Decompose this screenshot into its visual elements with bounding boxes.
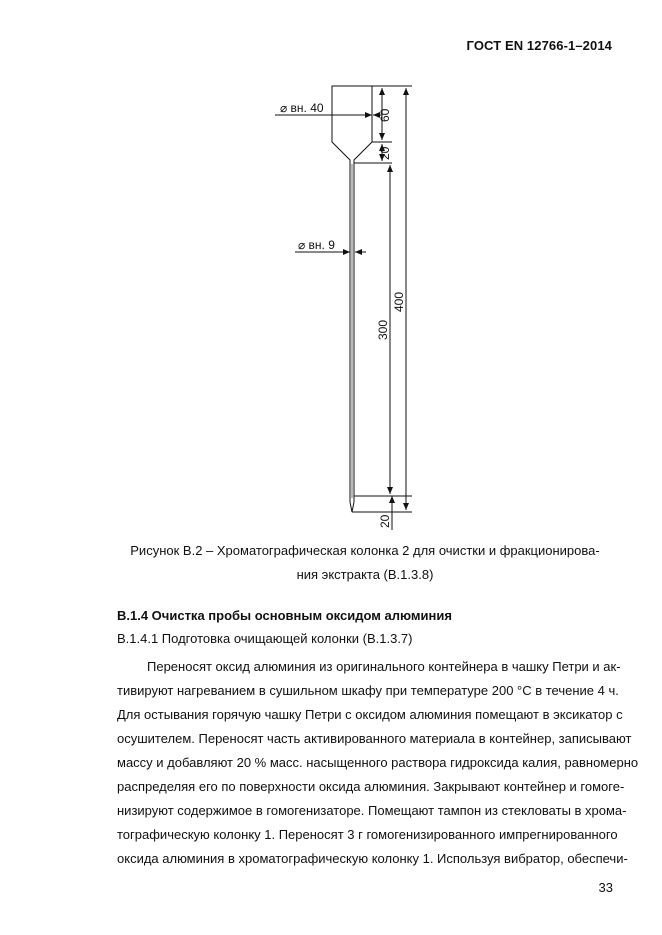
label-top-diameter: ⌀ вн. 40: [280, 101, 324, 115]
label-tube-length: 300: [376, 319, 390, 340]
paragraph-line: распределяя его по поверхности оксида алюминия. Закрывают контейнер и гомоге-: [117, 779, 625, 794]
label-total-length: 400: [392, 291, 406, 312]
figure-caption: [110, 539, 620, 587]
caption-line: Рисунок В.2 – Хроматографическая колонка 2 для очистки и фракционирова-: [130, 543, 600, 558]
paragraph-line: Переносят оксид алюминия из оригинального контейнера в чашку Петри и ак-: [147, 659, 621, 674]
label-taper-height: 20: [378, 146, 392, 160]
paragraph-line: тографическую колонку 1. Переносят 3 г гомогенизированного импрегнированного: [117, 827, 618, 842]
paragraph-line: низируют содержимое в гомогенизаторе. Помещают тампон из стекловаты в хрома-: [117, 803, 627, 818]
label-tip-length: 20: [378, 514, 392, 528]
label-top-height: 60: [378, 108, 392, 122]
paragraph-line: осушителем. Переносят часть активированного материала в контейнер, записывают: [117, 731, 632, 746]
body-paragraph: [117, 655, 639, 871]
section-heading: В.1.4 Очистка пробы основным оксидом алюминия: [117, 608, 452, 623]
paragraph-line: оксида алюминия в хроматографическую колонку 1. Используя вибратор, обеспечи-: [117, 851, 628, 866]
label-tube-diameter: ⌀ вн. 9: [298, 238, 335, 252]
subsection-heading: В.1.4.1 Подготовка очищающей колонки (В.1.3.7): [117, 631, 413, 646]
page-number: 33: [598, 880, 613, 895]
paragraph-line: массу и добавляют 20 % масс. насыщенного раствора гидроксида калия, равномерно: [117, 755, 639, 770]
caption-line: ния экстракта (В.1.3.8): [296, 567, 434, 582]
paragraph-line: Для остывания горячую чашку Петри с оксидом алюминия помещают в эксикатор с: [117, 707, 623, 722]
paragraph-line: тивируют нагреванием в сушильном шкафу при температуре 200 °С в течение 4 ч.: [117, 683, 619, 698]
standard-header: ГОСТ EN 12766-1–2014: [466, 38, 612, 53]
